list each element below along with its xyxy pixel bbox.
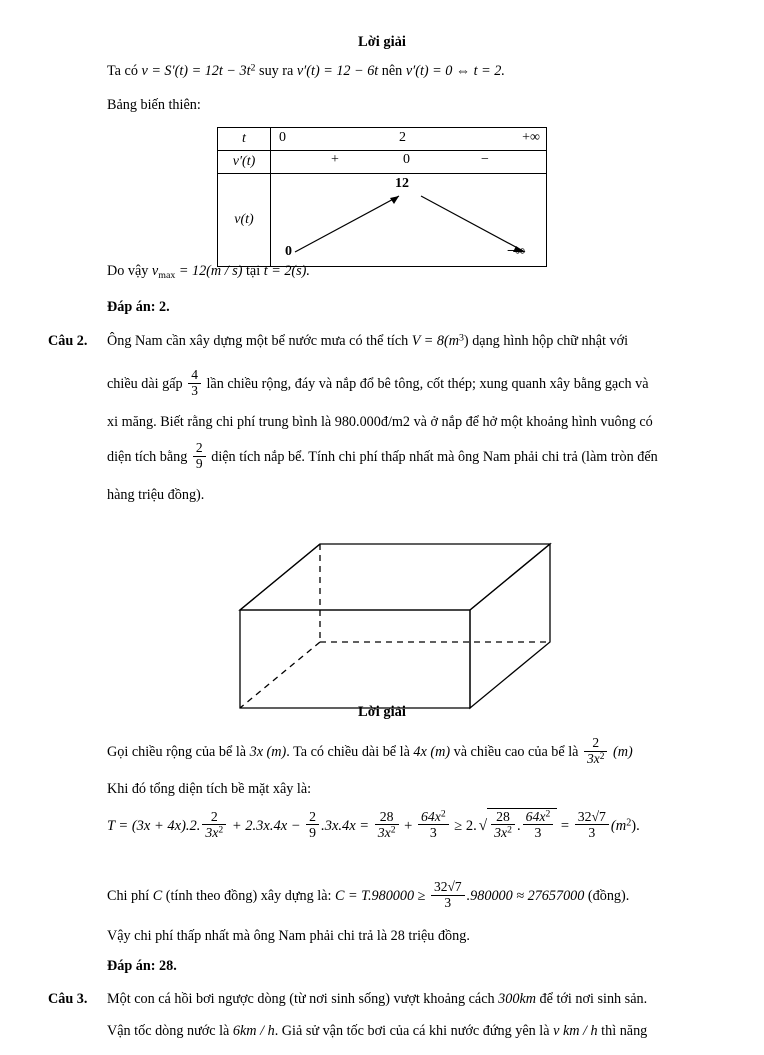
q3-p1-a: Một con cá hồi bơi ngược dòng (từ nơi sinh sống) vượt khoảng cách (107, 991, 499, 1007)
q2-T-sf2-num-base: 64x (525, 809, 546, 824)
sign-plus: + (331, 152, 339, 167)
q2-s1-width: 3x (m) (249, 744, 287, 761)
q2-volume: V = 8(m (411, 333, 459, 349)
q2-T-sf1-den-sup: 2 (507, 824, 512, 836)
q2-height-den (584, 752, 607, 767)
q2-T-f4-num (418, 809, 449, 825)
q2-height-num: 2 (584, 736, 607, 752)
q1-answer (0, 296, 764, 318)
q2-s4-c: C = T.980000 ≥ (335, 887, 429, 904)
table-row (218, 151, 547, 174)
q2-figure (0, 514, 764, 722)
q2-p2-b: lần chiều rộng, đáy và nắp đổ bê tông, cốt thép; xung quanh xây bằng gạch và (206, 375, 649, 392)
q1-formula-eq: v′(t) = 0 ⇔ t = 2. (405, 63, 505, 79)
q2-height-den-sup: 2 (599, 751, 605, 762)
q2-volume-sup: 3 (458, 332, 464, 344)
q2-T-unit-end: ). (631, 818, 640, 834)
q3-fish-speed: v km / h (553, 1023, 598, 1039)
t-values-row (271, 128, 546, 150)
q1-bbt-label (0, 94, 764, 116)
q1-variation-table-wrap (0, 117, 764, 267)
table-row-label-v: v(t) (234, 212, 254, 227)
q3-p2-c: thì năng (597, 1023, 648, 1039)
q2-p5 (0, 484, 764, 506)
q2-s4-frac-num: 32√7 (431, 880, 465, 896)
sign-zero: 0 (403, 152, 410, 167)
q2-T-eq: = (557, 818, 573, 834)
q2-frac2-num: 2 (193, 441, 206, 457)
q1-answer-text: Đáp án: 2. (107, 299, 170, 315)
table-row (218, 174, 547, 267)
q3-block (0, 988, 764, 1010)
v-peak-label: 12 (395, 176, 409, 191)
q2-s1-c: . Ta có chiều dài bể là (286, 744, 414, 761)
q2-s2 (0, 778, 764, 800)
q2-T-f4-den: 3 (429, 825, 437, 841)
q2-s1-unit: (m) (613, 744, 633, 761)
q2-T-f4-num-base: 64x (420, 809, 441, 824)
q1-exponent-2: 2 (250, 62, 256, 74)
q2-T-f1-den-base: 3x (205, 825, 219, 841)
q2-T-f1-den (202, 825, 226, 840)
q2-fraction-2-9 (193, 441, 206, 472)
q2-T-plus: + (400, 818, 416, 834)
q2-T-f2-den: 9 (309, 825, 317, 841)
q2-p3-text: xi măng. Biết rằng chi phí trung bình là 980.000đ/m2 và ở nắp để hở một khoảng hình vuông có (107, 414, 653, 430)
q2-T-f1-den-sup: 2 (218, 824, 224, 836)
q2-fraction-4-3 (188, 368, 201, 399)
q2-T-f3-den (375, 825, 399, 840)
q2-p4-a: diện tích bằng (107, 448, 188, 465)
q2-T-f4-num-sup: 2 (440, 808, 446, 820)
q2-s1 (0, 736, 764, 767)
q2-T-unit: (m (610, 818, 627, 834)
q1-vmax-sub: max (158, 269, 176, 281)
q2-T-mid2: .3x.4x = (321, 818, 373, 834)
q2-height-den-base: 3x (587, 751, 600, 767)
q2-p5-text: hàng triệu đồng). (107, 487, 205, 503)
q2-solution-heading (0, 704, 764, 721)
q2-T-f3 (375, 809, 399, 840)
radical-icon: √ (478, 817, 488, 834)
q2-T-unit-sup: 2 (626, 817, 632, 829)
variation-arrows-svg (271, 174, 547, 266)
q1-conclusion-pre: Do vậy (107, 263, 152, 279)
q3-label: Câu 3. (48, 991, 88, 1007)
q1-formula-vprime: v′(t) = 12 − 6t (296, 63, 379, 79)
q2-p1-a: Ông Nam cần xây dựng một bể nước mưa có thể tích (107, 333, 412, 349)
q2-T-f2-num: 2 (306, 809, 319, 825)
q1-text-taco: Ta có (107, 63, 142, 79)
q1-vmax-value: = 12(m / s) (175, 263, 243, 279)
q2-formula-T (0, 808, 764, 840)
q2-s5 (0, 925, 764, 947)
v-start-label: 0 (285, 244, 292, 259)
q2-solution-heading-text: Lời giải (358, 704, 406, 720)
q2-p4-b: diện tích nắp bể. Tính chi phí thấp nhất mà ông Nam phải chi trả (làm tròn đến (211, 448, 658, 465)
q2-s2-text: Khi đó tổng diện tích bề mặt xây là: (107, 781, 312, 797)
q2-T-f2 (306, 809, 319, 840)
q2-s4 (0, 880, 764, 911)
q2-T-sf2-num-sup: 2 (545, 808, 551, 820)
q2-T-geq: ≥ 2. (450, 818, 477, 834)
q2-p1-b: ) dạng hình hộp chữ nhật với (463, 333, 629, 349)
q2-block (0, 330, 764, 352)
q2-T-f1 (202, 809, 226, 840)
solution-heading-text: Lời giải (358, 34, 406, 50)
q2-T-f3-den-sup: 2 (390, 824, 396, 836)
table-row (218, 128, 547, 151)
q2-s4-a: Chi phí (107, 887, 153, 904)
q2-frac2-den: 9 (195, 455, 203, 471)
q2-T-sqrt-dot: . (516, 818, 521, 834)
q2-T-lhs: T = (3x + 4x).2. (107, 818, 201, 834)
q2-label: Câu 2. (48, 333, 88, 349)
t-value-2: 2 (399, 130, 406, 145)
q2-T-sqrt (477, 808, 558, 840)
q2-s4-frac-den: 3 (444, 894, 452, 910)
q2-T-mid1: + 2.3x.4x − (228, 818, 305, 834)
q2-answer (0, 955, 764, 977)
q2-frac-num: 4 (188, 368, 201, 384)
q2-T-sf2-num (523, 809, 554, 825)
q1-conclusion (0, 260, 764, 283)
q2-s5-text: Vậy chi phí thấp nhất mà ông Nam phải chi trả là 28 triệu đồng. (107, 928, 470, 944)
table-row-label-t: t (242, 131, 246, 146)
q3-p2 (0, 1020, 764, 1042)
q2-T-sf1-den (491, 825, 515, 840)
rectangular-box-diagram (0, 522, 764, 722)
q2-T-sf2 (523, 809, 554, 840)
q2-T-f4 (418, 809, 449, 840)
q2-s4-d: .980000 ≈ 27657000 (466, 887, 585, 904)
q2-s4-e: (đồng). (584, 887, 630, 904)
q2-s4-fraction (431, 880, 465, 911)
q2-T-f5-num: 32√7 (575, 809, 609, 825)
sign-row (271, 151, 546, 173)
q2-T-sf1 (491, 809, 515, 840)
q2-s1-a: Gọi chiều rộng của bể là (107, 744, 250, 761)
table-row-label-vprime: v′(t) (232, 154, 256, 169)
q2-T-sqrt-body (487, 808, 557, 840)
q2-T-sf1-num: 28 (491, 809, 515, 825)
q2-p2-a: chiều dài gấp (107, 375, 183, 392)
q2-T-sf2-den: 3 (534, 825, 542, 841)
q2-T-f5-den: 3 (588, 825, 596, 841)
q2-height-fraction (584, 736, 607, 767)
q2-answer-text: Đáp án: 28. (107, 958, 177, 974)
t-value-0: 0 (279, 130, 286, 145)
q1-bbt-label-text: Bảng biến thiên: (107, 97, 201, 113)
v-end-label: −∞ (507, 244, 525, 259)
q2-s4-b: (tính theo đồng) xây dựng là: (162, 887, 335, 904)
q1-conclusion-t: t = 2(s). (263, 263, 310, 279)
q1-conclusion-tai: tại (242, 263, 264, 279)
q3-water-speed: 6km / h (232, 1023, 275, 1039)
q2-T-sf1-den-base: 3x (494, 825, 508, 841)
variation-arrows-cell (271, 174, 546, 266)
t-value-inf: +∞ (522, 130, 540, 145)
variation-table (217, 127, 547, 267)
q2-s1-e: và chiều cao của bể là (450, 744, 579, 761)
q2-T-f5 (575, 809, 609, 840)
q1-formula-v: v = S′(t) = 12t − 3t (141, 63, 251, 79)
q1-line-1 (0, 60, 764, 82)
q3-p2-b: . Giả sử vận tốc bơi của cá khi nước đứng yên là (274, 1023, 554, 1039)
q3-distance: 300km (498, 991, 536, 1007)
q2-p3 (0, 411, 764, 433)
q2-T-f3-den-base: 3x (377, 825, 391, 841)
q1-text-nen: nên (378, 63, 406, 79)
sign-minus: − (481, 152, 489, 167)
q2-T-f3-num: 28 (375, 809, 399, 825)
q3-p1-b: để tới nơi sinh sản. (535, 991, 648, 1007)
q1-vmax: v (151, 263, 159, 279)
q2-frac-den: 3 (191, 382, 198, 398)
q2-p2 (0, 368, 764, 399)
q3-p2-a: Vận tốc dòng nước là (107, 1023, 233, 1039)
q2-T-f1-num: 2 (202, 809, 226, 825)
solution-heading-1 (0, 34, 764, 51)
q2-s1-length: 4x (m) (413, 744, 451, 761)
q1-text-suyra: suy ra (255, 63, 297, 79)
q2-p4 (0, 441, 764, 472)
q2-s4-C: C (152, 887, 163, 904)
